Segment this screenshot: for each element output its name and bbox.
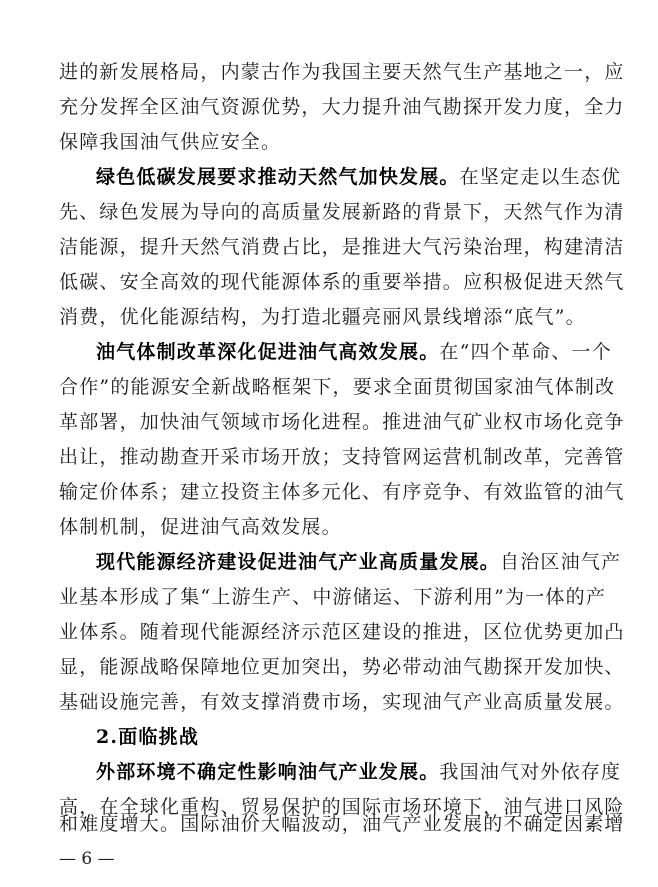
paragraph-lead: 现代能源经济建设促进油气产业高质量发展。	[96, 551, 501, 573]
text-line: 先、绿色发展为导向的高质量发展新路的背景下，天然气作为清	[59, 201, 625, 223]
paragraph-text: 在“四个革命、一个	[439, 341, 612, 363]
text-line: 显，能源战略保障地位更加突出，势必带动油气勘探开发加快、	[59, 656, 625, 678]
text-line: 体制机制，促进油气高效发展。	[59, 516, 342, 538]
text-line: 消费，优化能源结构，为打造北疆亮丽风景线增添“底气”。	[59, 306, 586, 328]
text-line: 基础设施完善，有效支撑消费市场，实现油气产业高质量发展。	[59, 691, 625, 713]
paragraph-text: 自治区油气产	[500, 551, 622, 573]
text-line: 业基本形成了集“上游生产、中游储运、下游利用”为一体的产	[59, 586, 607, 608]
paragraph-first-line	[96, 165, 622, 189]
section-heading: 2.面临挑战	[96, 726, 200, 748]
text-line: 低碳、安全高效的现代能源体系的重要举措。应积极促进天然气	[59, 271, 625, 293]
paragraph-first-line	[96, 550, 622, 574]
text-line: 和难度增大。国际油价大幅波动，油气产业发展的不确定因素增	[59, 813, 625, 835]
text-line: 合作”的能源安全新战略框架下，要求全面贯彻国家油气体制改	[59, 376, 616, 398]
text-line: 保障我国油气供应安全。	[59, 131, 282, 153]
page-number: — 6 —	[59, 849, 115, 869]
paragraph-text: 我国油气对外依存度	[439, 761, 622, 783]
paragraph-lead: 绿色低碳发展要求推动天然气加快发展。	[96, 166, 460, 188]
paragraph-first-line	[96, 760, 622, 784]
text-line: 革部署，加快油气领域市场化进程。推进油气矿业权市场化竞争	[59, 411, 625, 433]
paragraph-text: 在坚定走以生态优	[459, 166, 622, 188]
text-line: 洁能源，提升天然气消费占比，是推进大气污染治理，构建清洁	[59, 236, 625, 258]
text-line: 高，在全球化重构、贸易保护的国际市场环境下，油气进口风险	[59, 796, 625, 818]
text-line: 业体系。随着现代能源经济示范区建设的推进，区位优势更加凸	[59, 621, 625, 643]
text-line: 输定价体系；建立投资主体多元化、有序竞争、有效监管的油气	[59, 481, 625, 503]
text-line: 充分发挥全区油气资源优势，大力提升油气勘探开发力度，全力	[59, 96, 625, 118]
paragraph-lead: 油气体制改革深化促进油气高效发展。	[96, 341, 440, 363]
text-line: 出让，推动勘查开采市场开放；支持管网运营机制改革，完善管	[59, 446, 625, 468]
text-line: 进的新发展格局，内蒙古作为我国主要天然气生产基地之一，应	[59, 61, 625, 83]
paragraph-lead: 外部环境不确定性影响油气产业发展。	[96, 761, 440, 783]
paragraph-first-line	[96, 340, 612, 364]
